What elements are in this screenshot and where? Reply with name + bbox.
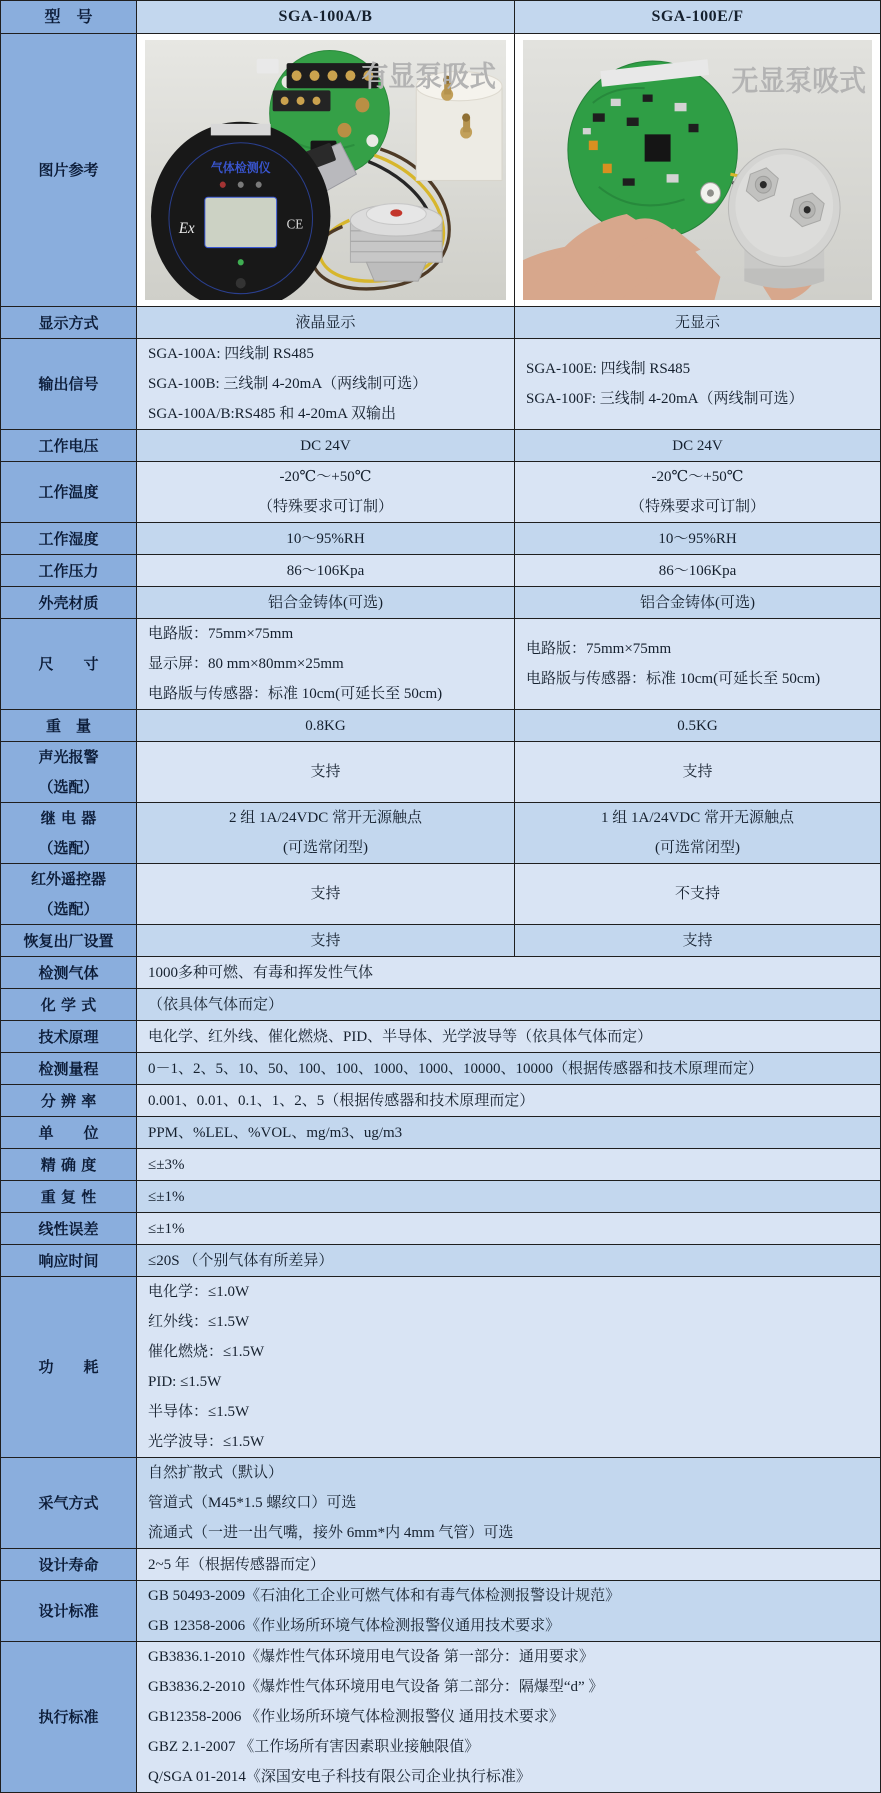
spec-row — [1, 864, 880, 925]
spec-value-cell — [137, 1642, 880, 1792]
spec-value-cell — [137, 742, 515, 802]
spec-value-line: 支持 — [682, 764, 713, 780]
spec-value-cell — [137, 957, 880, 988]
spec-row-label-line: 恢复出厂设置 — [23, 931, 114, 950]
spec-value-cell — [137, 1149, 880, 1180]
spec-rows-container — [1, 307, 880, 1792]
spec-value-line: 显示屏：80 mm×80mm×25mm — [148, 656, 344, 672]
spec-row-label-line: 线性误差 — [38, 1219, 99, 1238]
spec-row — [1, 710, 880, 742]
ex-mark-text: Ex — [178, 219, 195, 238]
spec-value-line: GB3836.1-2010《爆炸性气体环境用电气设备 第一部分：通用要求》 — [148, 1649, 594, 1665]
spec-value-line: 电路版与传感器：标准 10cm(可延长至 50cm) — [526, 671, 821, 687]
spec-value-line: 支持 — [310, 886, 341, 902]
spec-row — [1, 742, 880, 803]
spec-value-line: ≤20S （个别气体有所差异） — [148, 1252, 334, 1269]
spec-row-label-line: 执行标准 — [38, 1708, 99, 1726]
spec-row — [1, 1642, 880, 1792]
spec-row — [1, 1245, 880, 1277]
spec-value-line: ≤±1% — [148, 1188, 185, 1205]
spec-value-cell — [137, 1021, 880, 1052]
spec-row-label — [1, 1581, 137, 1641]
spec-value-line: 86～106Kpa — [286, 562, 365, 579]
spec-value-cell — [137, 1277, 880, 1457]
spec-row-label-line: 设计寿命 — [38, 1555, 99, 1574]
spec-row — [1, 957, 880, 989]
spec-value-line: (可选常闭型) — [283, 840, 368, 856]
spec-row-label-line: 响应时间 — [38, 1251, 99, 1270]
spec-row-label — [1, 1549, 137, 1580]
spec-value-line: DC 24V — [300, 437, 351, 454]
spec-row-label-line: 检测量程 — [38, 1059, 99, 1078]
spec-row-label-line: 精 确 度 — [40, 1155, 97, 1174]
lcd-screen — [205, 197, 277, 247]
spec-value-cell — [515, 710, 880, 741]
spec-value-cell — [515, 339, 880, 429]
spec-value-cell — [515, 925, 880, 956]
spec-row — [1, 555, 880, 587]
header-model-label — [1, 1, 137, 33]
spec-value-line: 0.001、0.01、0.1、1、2、5（根据传感器和技术原理而定） — [148, 1092, 535, 1109]
spec-value-line: （特殊要求可订制） — [257, 499, 393, 515]
spec-value-cell — [137, 339, 515, 429]
spec-value-line: -20℃～+50℃ — [279, 469, 372, 485]
spec-value-line: Q/SGA 01-2014《深国安电子科技有限公司企业执行标准》 — [148, 1769, 531, 1785]
product-photo-a-image — [145, 40, 506, 300]
spec-row — [1, 803, 880, 864]
spec-value-line: SGA-100A: 四线制 RS485 — [148, 346, 314, 362]
spec-row-label — [1, 523, 137, 554]
spec-row-label-line: 分 辨 率 — [40, 1091, 97, 1110]
spec-value-line: 2~5 年（根据传感器而定） — [148, 1556, 325, 1573]
spec-row-label — [1, 1213, 137, 1244]
spec-value-line: 电路版与传感器：标准 10cm(可延长至 50cm) — [148, 686, 443, 702]
spec-row — [1, 1277, 880, 1458]
spec-value-line: 管道式（M45*1.5 螺纹口）可选 — [148, 1495, 357, 1511]
spec-row-label — [1, 803, 137, 863]
image-row-label — [1, 34, 137, 306]
spec-value-cell — [137, 307, 515, 338]
spec-value-line: -20℃～+50℃ — [651, 469, 744, 485]
spec-row — [1, 925, 880, 957]
spec-value-line: (可选常闭型) — [655, 840, 740, 856]
detector-title-text: 气体检测仪 — [210, 160, 271, 176]
spec-value-line: SGA-100F: 三线制 4-20mA（两线制可选） — [526, 391, 804, 407]
spec-value-line: GBZ 2.1-2007 《工作场所有害因素职业接触限值》 — [148, 1739, 480, 1755]
spec-row-label-line: （选配） — [38, 900, 99, 918]
spec-value-cell — [515, 587, 880, 618]
spec-row-label — [1, 1117, 137, 1148]
spec-row-label — [1, 1053, 137, 1084]
spec-value-cell — [515, 742, 880, 802]
spec-row-label — [1, 864, 137, 924]
spec-value-cell — [137, 619, 515, 709]
header-model-b-text: SGA-100E/F — [651, 8, 744, 25]
spec-value-line: 10～95%RH — [286, 530, 365, 547]
image-row-label-text: 图片参考 — [38, 161, 99, 179]
spec-value-cell — [515, 307, 880, 338]
spec-row-label-line: （选配） — [38, 778, 99, 796]
spec-value-line: 铝合金铸体(可选) — [640, 594, 755, 611]
spec-row — [1, 619, 880, 710]
spec-row-label-line: 单 位 — [38, 1123, 99, 1142]
spec-row-label-line: 红外遥控器 — [30, 870, 106, 888]
spec-value-line: SGA-100A/B:RS485 和 4-20mA 双输出 — [148, 406, 396, 422]
spec-row-label — [1, 1642, 137, 1792]
spec-row-label — [1, 555, 137, 586]
spec-row-label — [1, 430, 137, 461]
spec-value-line: 电路版：75mm×75mm — [526, 641, 672, 657]
spec-value-cell — [137, 430, 515, 461]
spec-value-cell — [137, 1181, 880, 1212]
spec-value-cell — [137, 523, 515, 554]
spec-value-line: 86～106Kpa — [658, 562, 737, 579]
header-model-a — [137, 1, 515, 33]
spec-value-line: 2 组 1A/24VDC 常开无源触点 — [229, 810, 422, 826]
spec-value-cell — [137, 925, 515, 956]
spec-value-cell — [137, 1085, 880, 1116]
spec-value-line: 支持 — [682, 932, 713, 949]
product-photo-b-image — [523, 40, 872, 300]
spec-value-line: 液晶显示 — [295, 314, 356, 331]
spec-row-label-line: 工作压力 — [38, 561, 99, 580]
spec-row — [1, 1458, 880, 1549]
spec-row — [1, 430, 880, 462]
spec-row-label-line: 继 电 器 — [40, 809, 97, 827]
spec-value-line: PPM、%LEL、%VOL、mg/m3、ug/m3 — [148, 1124, 403, 1141]
spec-row-label — [1, 1245, 137, 1276]
spec-row — [1, 989, 880, 1021]
spec-value-line: GB 12358-2006《作业场所环境气体检测报警仪通用技术要求》 — [148, 1618, 561, 1634]
spec-value-line: 光学波导：≤1.5W — [148, 1434, 265, 1450]
spec-value-line: DC 24V — [672, 437, 723, 454]
spec-row — [1, 1085, 880, 1117]
spec-value-cell — [515, 803, 880, 863]
spec-value-line: GB3836.2-2010《爆炸性气体环境用电气设备 第二部分：隔爆型“d” 》 — [148, 1679, 604, 1695]
spec-row-label-line: 声光报警 — [38, 748, 99, 766]
spec-row-label — [1, 1085, 137, 1116]
spec-value-line: 0－1、2、5、10、50、100、100、1000、1000、10000、10000（根据传感器和技术原理而定） — [148, 1060, 764, 1077]
spec-row-label-line: 尺 寸 — [38, 655, 99, 673]
spec-row-label — [1, 710, 137, 741]
spec-value-line: 电化学、红外线、催化燃烧、PID、半导体、光学波导等（依具体气体而定） — [148, 1028, 653, 1045]
spec-value-cell — [137, 710, 515, 741]
spec-value-line: 红外线：≤1.5W — [148, 1314, 250, 1330]
spec-row-label — [1, 339, 137, 429]
spec-value-cell — [137, 1053, 880, 1084]
spec-value-line: 支持 — [310, 932, 341, 949]
spec-value-cell — [137, 1458, 880, 1548]
spec-value-line: ≤±3% — [148, 1156, 185, 1173]
spec-row-label — [1, 307, 137, 338]
pcb-board-round — [568, 59, 738, 239]
spec-value-line: 0.8KG — [305, 717, 346, 734]
photo-a-watermark: 有显泵吸式 — [361, 59, 497, 94]
spec-value-line: 支持 — [310, 764, 341, 780]
spec-row — [1, 307, 880, 339]
spec-row-label-line: 外壳材质 — [38, 593, 99, 612]
spec-row-label — [1, 957, 137, 988]
header-row — [1, 1, 880, 34]
spec-row-label — [1, 1149, 137, 1180]
spec-value-line: 不支持 — [674, 886, 720, 902]
spec-value-cell — [515, 864, 880, 924]
spec-value-line: 电路版：75mm×75mm — [148, 626, 294, 642]
spec-value-cell — [515, 555, 880, 586]
spec-value-line: 自然扩散式（默认） — [148, 1465, 284, 1481]
spec-value-line: 0.5KG — [677, 717, 718, 734]
spec-value-line: 电化学：≤1.0W — [148, 1284, 250, 1300]
spec-row-label — [1, 1181, 137, 1212]
spec-value-line: GB 50493-2009《石油化工企业可燃气体和有毒气体检测报警设计规范》 — [148, 1588, 621, 1604]
spec-row — [1, 1149, 880, 1181]
spec-value-cell — [137, 462, 515, 522]
spec-row-label — [1, 1277, 137, 1457]
spec-row-label — [1, 587, 137, 618]
spec-value-cell — [137, 803, 515, 863]
header-model-a-text: SGA-100A/B — [278, 8, 373, 25]
spec-value-line: ≤±1% — [148, 1220, 185, 1237]
spec-value-line: 10～95%RH — [658, 530, 737, 547]
spec-row — [1, 1021, 880, 1053]
spec-row — [1, 1549, 880, 1581]
spec-value-line: 流通式（一进一出气嘴，接外 6mm*内 4mm 气管）可选 — [148, 1525, 514, 1541]
spec-row-label — [1, 619, 137, 709]
spec-row — [1, 462, 880, 523]
silver-sensor-top — [728, 149, 840, 288]
spec-value-cell — [515, 619, 880, 709]
header-model-b — [515, 1, 880, 33]
spec-row-label-line: （选配） — [38, 839, 99, 857]
spec-row-label — [1, 1021, 137, 1052]
spec-value-line: 铝合金铸体(可选) — [268, 594, 383, 611]
spec-row-label-line: 工作电压 — [38, 436, 99, 455]
product-photo-a — [137, 34, 515, 306]
spec-value-cell — [515, 523, 880, 554]
spec-value-cell — [137, 1581, 880, 1641]
spec-row — [1, 1213, 880, 1245]
sensor-red-dot — [390, 209, 402, 216]
ce-mark-text: CE — [286, 216, 304, 232]
spec-value-cell — [137, 1245, 880, 1276]
spec-row-label — [1, 1458, 137, 1548]
spec-row — [1, 1181, 880, 1213]
spec-row-label-line: 采气方式 — [38, 1494, 99, 1512]
detector-button — [236, 278, 246, 288]
spec-value-line: 半导体：≤1.5W — [148, 1404, 250, 1420]
spec-value-line: SGA-100E: 四线制 RS485 — [526, 361, 691, 377]
spec-value-line: 1000多种可燃、有毒和挥发性气体 — [148, 964, 374, 981]
spec-row-label — [1, 462, 137, 522]
product-photo-b — [515, 34, 880, 306]
image-row — [1, 34, 880, 307]
spec-value-line: PID: ≤1.5W — [148, 1374, 222, 1390]
spec-value-line: SGA-100B: 三线制 4-20mA（两线制可选） — [148, 376, 428, 392]
spec-row — [1, 1581, 880, 1642]
spec-row-label-line: 显示方式 — [38, 313, 99, 332]
spec-row-label — [1, 925, 137, 956]
spec-value-line: （特殊要求可订制） — [629, 499, 765, 515]
spec-row-label-line: 设计标准 — [38, 1602, 99, 1620]
spec-value-line: 1 组 1A/24VDC 常开无源触点 — [601, 810, 794, 826]
spec-row-label — [1, 989, 137, 1020]
spec-value-cell — [137, 864, 515, 924]
spec-row-label-line: 检测气体 — [38, 963, 99, 982]
spec-row-label-line: 重 量 — [45, 716, 91, 735]
spec-row-label-line: 工作湿度 — [38, 529, 99, 548]
spec-value-cell — [137, 989, 880, 1020]
spec-value-line: GB12358-2006 《作业场所环境气体检测报警仪 通用技术要求》 — [148, 1709, 564, 1725]
spec-row — [1, 587, 880, 619]
spec-value-cell — [515, 430, 880, 461]
spec-row-label-line: 技术原理 — [38, 1027, 99, 1046]
spec-value-line: 催化燃烧：≤1.5W — [148, 1344, 265, 1360]
photo-b-watermark: 无显泵吸式 — [731, 63, 867, 98]
spec-row-label-line: 重 复 性 — [40, 1187, 97, 1206]
spec-value-cell — [137, 555, 515, 586]
spec-value-cell — [137, 1213, 880, 1244]
spec-value-line: （依具体气体而定） — [148, 996, 284, 1013]
spec-value-cell — [137, 587, 515, 618]
spec-row-label-line: 功 耗 — [38, 1358, 99, 1376]
spec-row-label-line: 输出信号 — [38, 375, 99, 393]
spec-value-cell — [515, 462, 880, 522]
spec-value-line: 无显示 — [674, 314, 720, 331]
spec-row-label-line: 化 学 式 — [40, 995, 97, 1014]
spec-row-label-line: 工作温度 — [38, 483, 99, 501]
spec-value-cell — [137, 1549, 880, 1580]
spec-row — [1, 339, 880, 430]
spec-row-label — [1, 742, 137, 802]
spec-value-cell — [137, 1117, 880, 1148]
spec-row — [1, 1053, 880, 1085]
spec-row — [1, 523, 880, 555]
header-model-label-text: 型 号 — [44, 7, 93, 26]
spec-row — [1, 1117, 880, 1149]
